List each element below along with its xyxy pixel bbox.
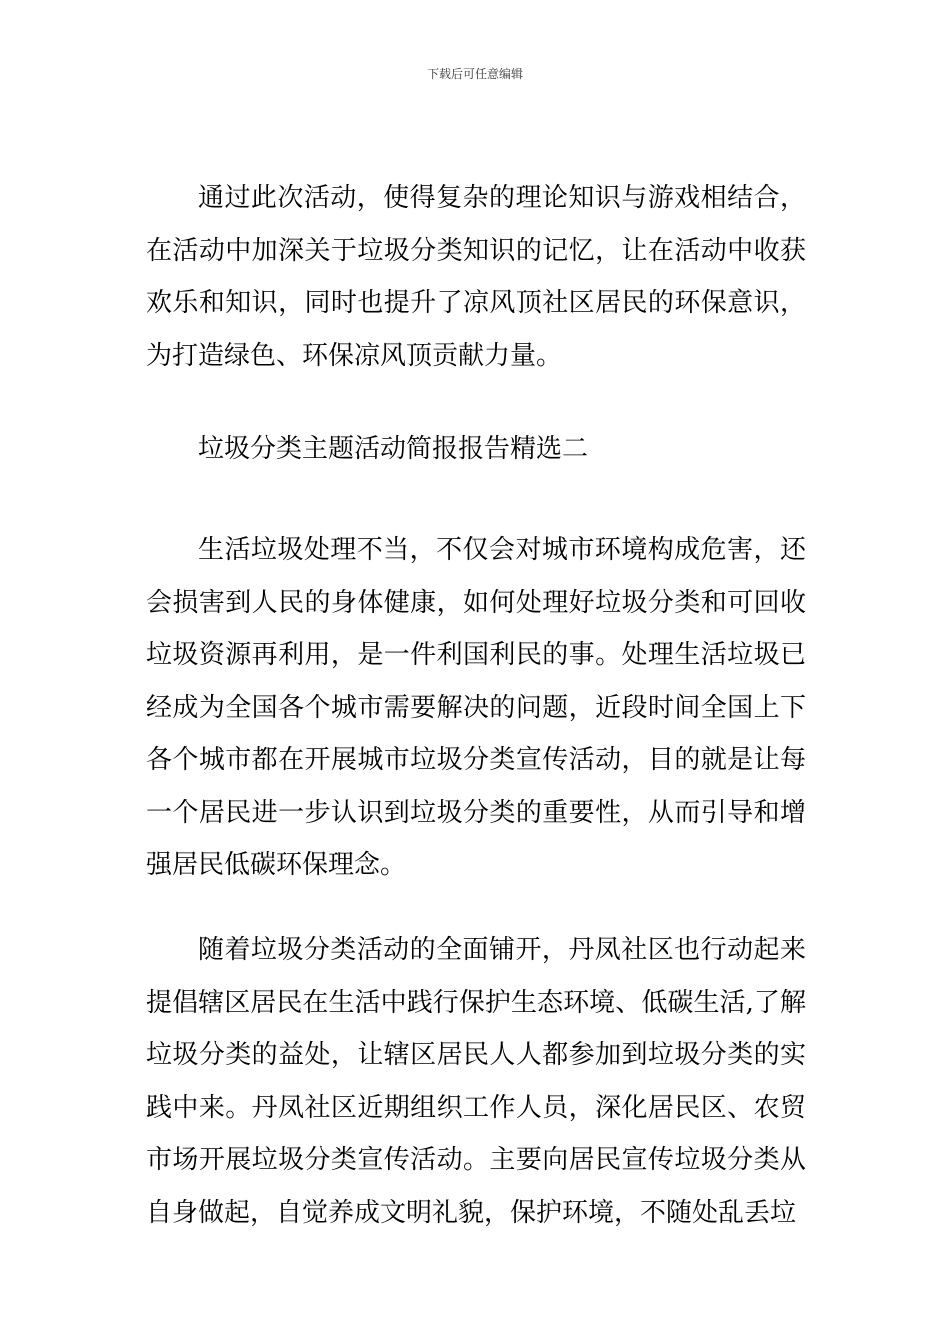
paragraph-3: 随着垃圾分类活动的全面铺开，丹凤社区也行动起来提倡辖区居民在生活中践行保护生态环境、低碳生活,了解垃圾分类的益处，让辖区居民人人都参加到垃圾分类的实践中来。丹凤社区近期组织工作人员，深化居民区、农贸市场开展垃圾分类宣传活动。主要向居民宣传垃圾分类从自身做起，自觉养成文明礼貌，保护环境，不随处乱丢垃 [146,935,806,1228]
paragraph-1: 通过此次活动，使得复杂的理论知识与游戏相结合，在活动中加深关于垃圾分类知识的记忆，让在活动中收获欢乐和知识，同时也提升了凉风顶社区居民的环保意识，为打造绿色、环保凉风顶贡献力量。 [146,183,806,371]
paragraph-2: 生活垃圾处理不当，不仅会对城市环境构成危害，还会损害到人民的身体健康，如何处理好垃圾分类和可回收垃圾资源再利用，是一件利国利民的事。处理生活垃圾已经成为全国各个城市需要解决的问题，近段时间全国上下各个城市都在开展城市垃圾分类宣传活动，目的就是让每一个居民进一步认识到垃圾分类的重要性，从而引导和增强居民低碳环保理念。 [146,535,806,880]
section-heading: 垃圾分类主题活动简报报告精选二 [198,434,589,464]
header-note: 下载后可任意编辑 [426,67,523,81]
